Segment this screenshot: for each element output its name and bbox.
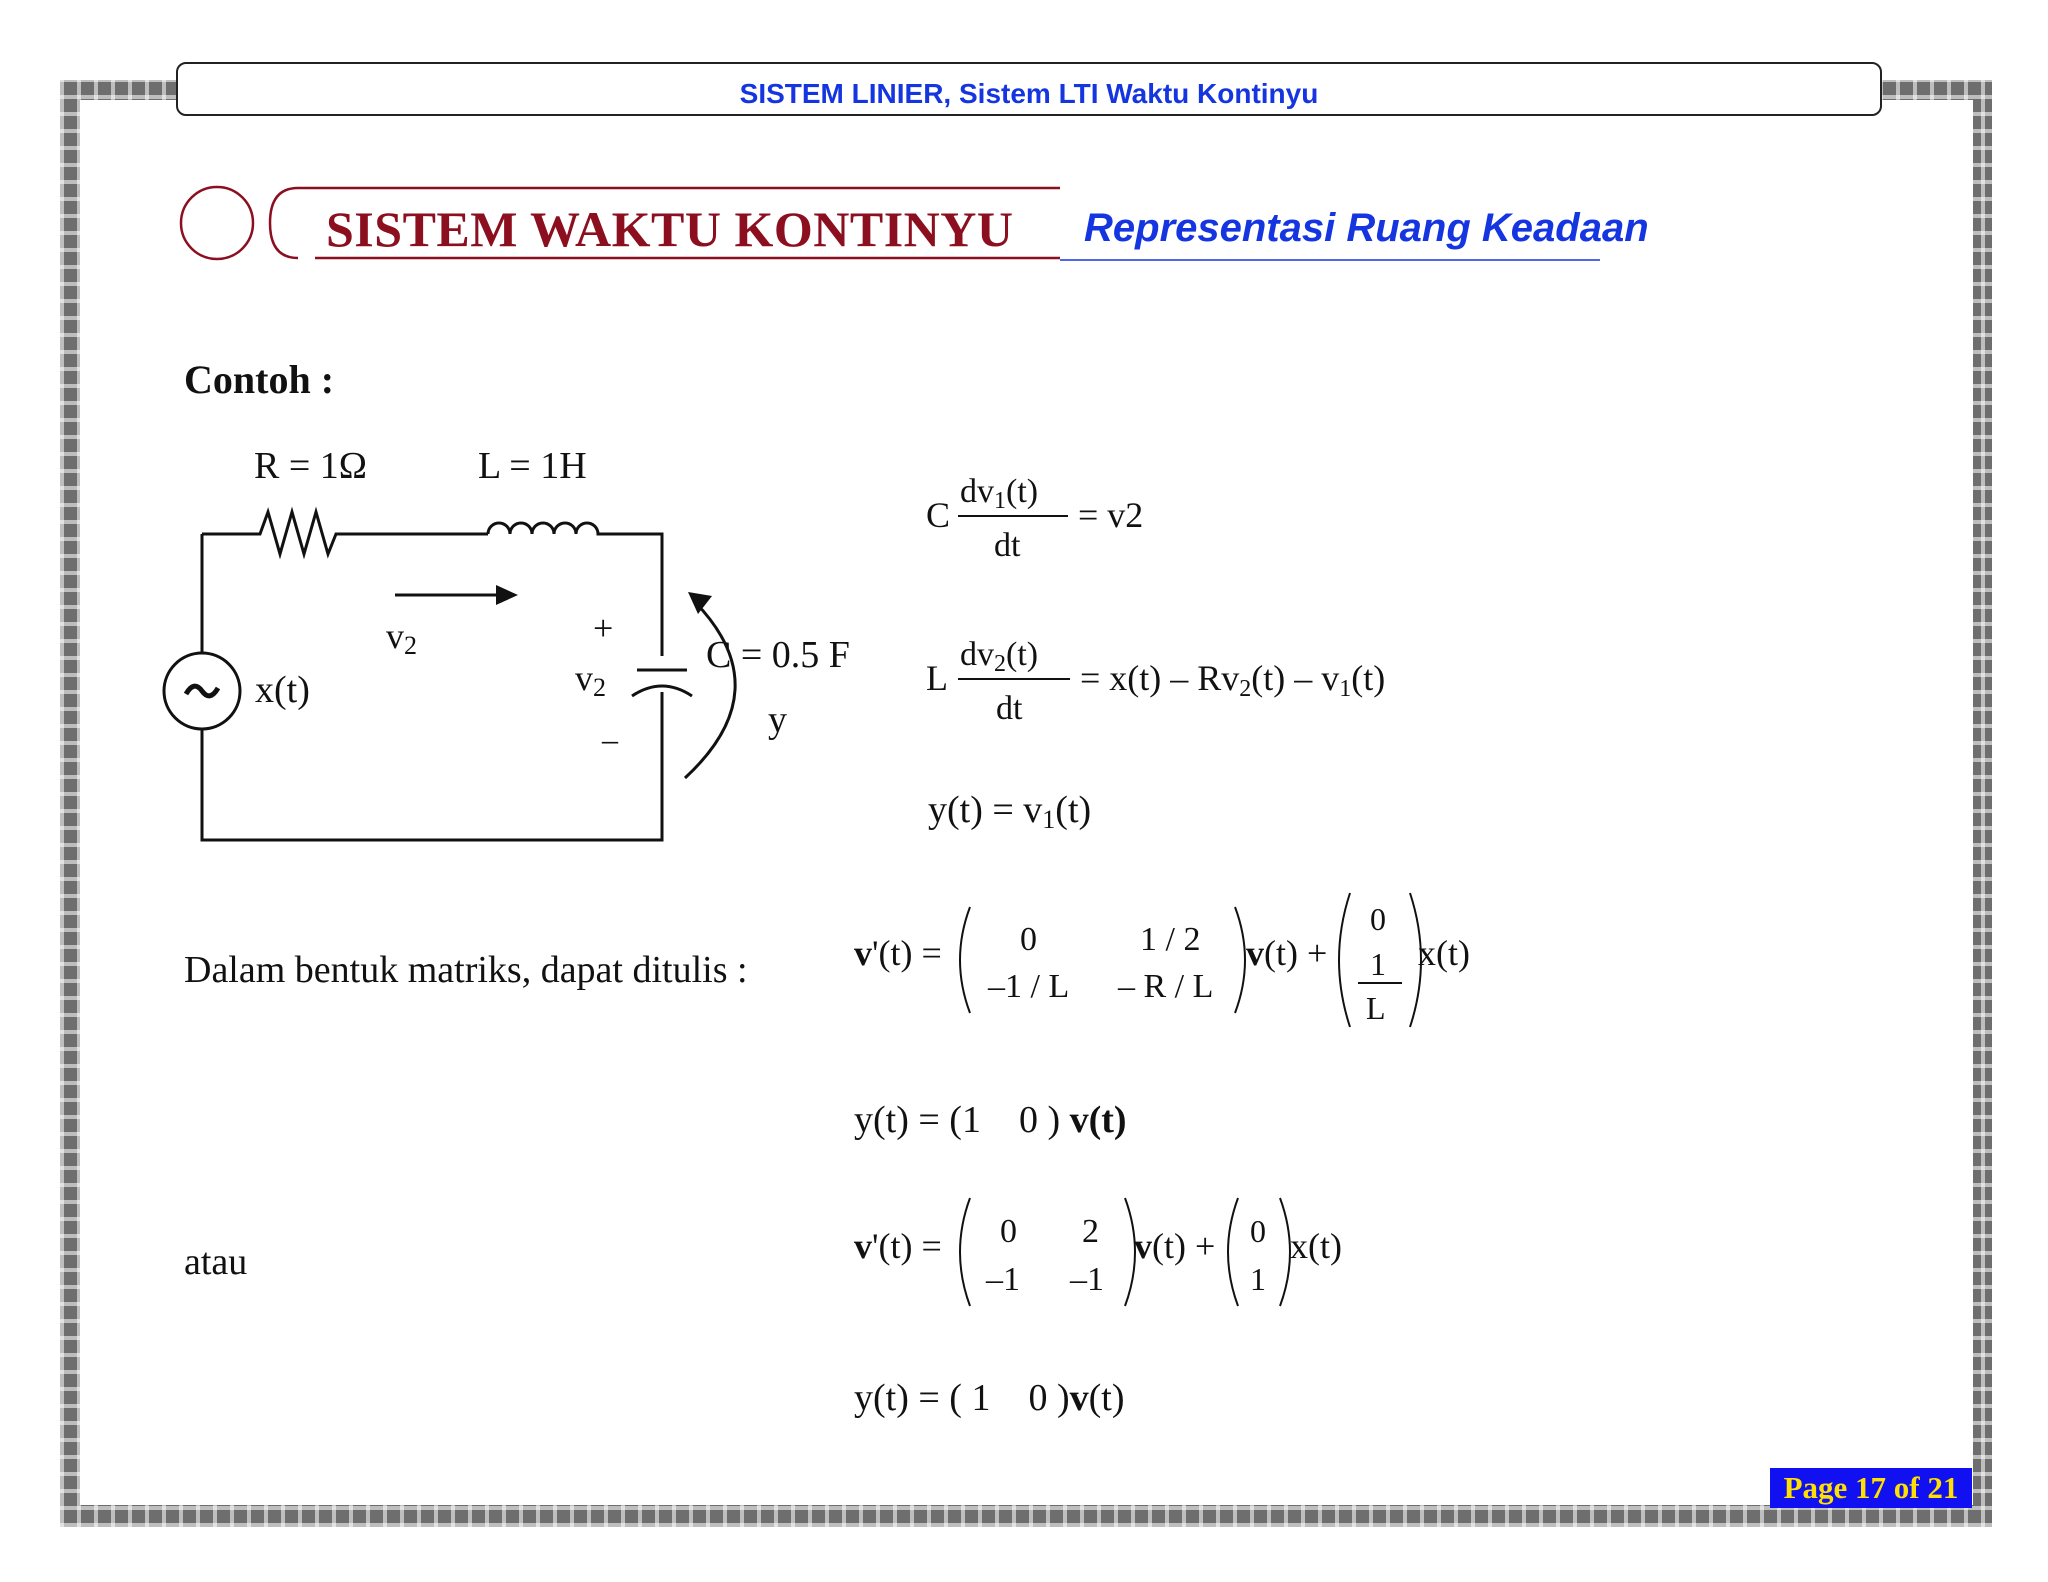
page-subtitle: Representasi Ruang Keadaan bbox=[1084, 206, 1649, 250]
svg-text:v'(t) = bbox=[854, 933, 942, 973]
eq1-num: dv bbox=[960, 473, 994, 510]
svg-text:v2 bbox=[386, 616, 417, 660]
svg-text:y(t) = ( 1 0 )v(t) bbox=[854, 1377, 1124, 1419]
cap-voltage-label: v bbox=[575, 658, 593, 698]
eq2-num-tail: (t) bbox=[1006, 636, 1039, 673]
m2-mid: (t) + bbox=[1152, 1226, 1216, 1266]
m1-tail: x(t) bbox=[1418, 933, 1470, 973]
m2-mid-bold: v bbox=[1134, 1226, 1152, 1266]
eq2-rhs: = x(t) – Rv bbox=[1080, 658, 1240, 698]
m1-mid: (t) + bbox=[1264, 933, 1328, 973]
minus-sign: – bbox=[602, 721, 618, 757]
eq1-lhs: C bbox=[926, 495, 951, 535]
eq1-den: dt bbox=[994, 527, 1021, 564]
eq2-den: dt bbox=[996, 690, 1023, 727]
svg-text:y(t) = v1(t) bbox=[928, 789, 1091, 834]
inductor-label: L = 1H bbox=[478, 445, 587, 487]
m2-lhs: '(t) = bbox=[872, 1226, 942, 1266]
svg-text:dv1(t) bbox=[960, 473, 1038, 514]
eq2-rhs-sub2: 1 bbox=[1339, 676, 1352, 702]
m1-b1: 0 bbox=[1370, 901, 1386, 937]
output-matrix-equation-2 bbox=[850, 1368, 1210, 1428]
m1-lhs-bold: v bbox=[854, 933, 872, 973]
m2-a22: –1 bbox=[1070, 1261, 1104, 1298]
y2-post: (t) bbox=[1088, 1377, 1125, 1419]
svg-text:dv2(t) bbox=[960, 636, 1038, 677]
example-label: Contoh : bbox=[184, 357, 335, 402]
header-bar bbox=[176, 62, 1882, 116]
plus-sign: + bbox=[593, 608, 614, 648]
y1-pre: y(t) = (1 0 ) bbox=[854, 1099, 1070, 1141]
svg-text:v2 bbox=[575, 658, 606, 702]
svg-text:y(t) = (1 0 ) v(t) bbox=[854, 1099, 1127, 1141]
m1-b2-num: 1 bbox=[1370, 946, 1386, 982]
m2-tail: x(t) bbox=[1290, 1226, 1342, 1266]
eq2-num: dv bbox=[960, 636, 994, 673]
y1-bold: v(t) bbox=[1069, 1099, 1127, 1141]
page-title: SISTEM WAKTU KONTINYU bbox=[326, 201, 1014, 257]
current-subscript: 2 bbox=[404, 631, 417, 660]
eq1-rhs: = v2 bbox=[1078, 495, 1144, 535]
eq1-num-sub: 1 bbox=[994, 488, 1006, 514]
m1-b2-den: L bbox=[1366, 990, 1386, 1026]
eq2-rhs-mid: (t) – v bbox=[1251, 658, 1340, 698]
m2-lhs-bold: v bbox=[854, 1226, 872, 1266]
cap-voltage-subscript: 2 bbox=[593, 673, 606, 702]
eq2-rhs-sub: 2 bbox=[1239, 676, 1252, 702]
m1-a12: 1 / 2 bbox=[1140, 921, 1201, 958]
svg-text:v(t) + bbox=[1134, 1226, 1215, 1266]
m2-b1: 0 bbox=[1250, 1213, 1266, 1249]
m2-a12: 2 bbox=[1082, 1213, 1099, 1250]
rlc-circuit-diagram bbox=[150, 430, 890, 860]
m2-b2: 1 bbox=[1250, 1261, 1266, 1297]
m2-a11: 0 bbox=[1000, 1213, 1017, 1250]
svg-text:v'(t) = bbox=[854, 1226, 942, 1266]
eq1-num-tail: (t) bbox=[1006, 473, 1039, 510]
page-number-badge: Page 17 of 21 bbox=[1770, 1468, 1972, 1508]
equation-1 bbox=[920, 460, 1180, 570]
m1-a22: – R / L bbox=[1118, 968, 1214, 1005]
eq2-rhs-tail: (t) bbox=[1351, 658, 1386, 698]
equation-2 bbox=[920, 623, 1460, 733]
m1-mid-bold: v bbox=[1246, 933, 1264, 973]
svg-text:= x(t) – Rv2(t) – v1(t) bbox=[1080, 658, 1385, 702]
output-equation bbox=[924, 780, 1184, 840]
source-label: x(t) bbox=[255, 669, 310, 711]
resistor-label: R = 1Ω bbox=[254, 445, 368, 487]
eq2-lhs: L bbox=[926, 658, 948, 698]
m1-a11: 0 bbox=[1020, 921, 1037, 958]
m2-a21: –1 bbox=[986, 1261, 1020, 1298]
y2-pre: y(t) = ( 1 0 ) bbox=[854, 1377, 1070, 1419]
output-label: y bbox=[768, 699, 787, 741]
m1-lhs: '(t) = bbox=[872, 933, 942, 973]
eq3-post: (t) bbox=[1055, 789, 1092, 831]
or-label: atau bbox=[184, 1241, 248, 1283]
capacitor-label: C = 0.5 F bbox=[706, 634, 850, 676]
matrix-intro: Dalam bentuk matriks, dapat ditulis : bbox=[184, 949, 748, 991]
svg-text:v(t) + bbox=[1246, 933, 1327, 973]
header-title: SISTEM LINIER, Sistem LTI Waktu Kontinyu bbox=[739, 78, 1319, 109]
y2-bold: v bbox=[1069, 1377, 1089, 1419]
current-label: v bbox=[386, 616, 404, 656]
eq3-sub: 1 bbox=[1042, 805, 1056, 834]
state-matrix-equation-2 bbox=[850, 1190, 1370, 1315]
m1-a21: –1 / L bbox=[988, 968, 1070, 1005]
output-matrix-equation-1 bbox=[850, 1090, 1210, 1150]
state-matrix-equation-1 bbox=[850, 885, 1490, 1035]
eq2-num-sub: 2 bbox=[994, 651, 1006, 677]
eq3-pre: y(t) = v bbox=[928, 789, 1043, 831]
